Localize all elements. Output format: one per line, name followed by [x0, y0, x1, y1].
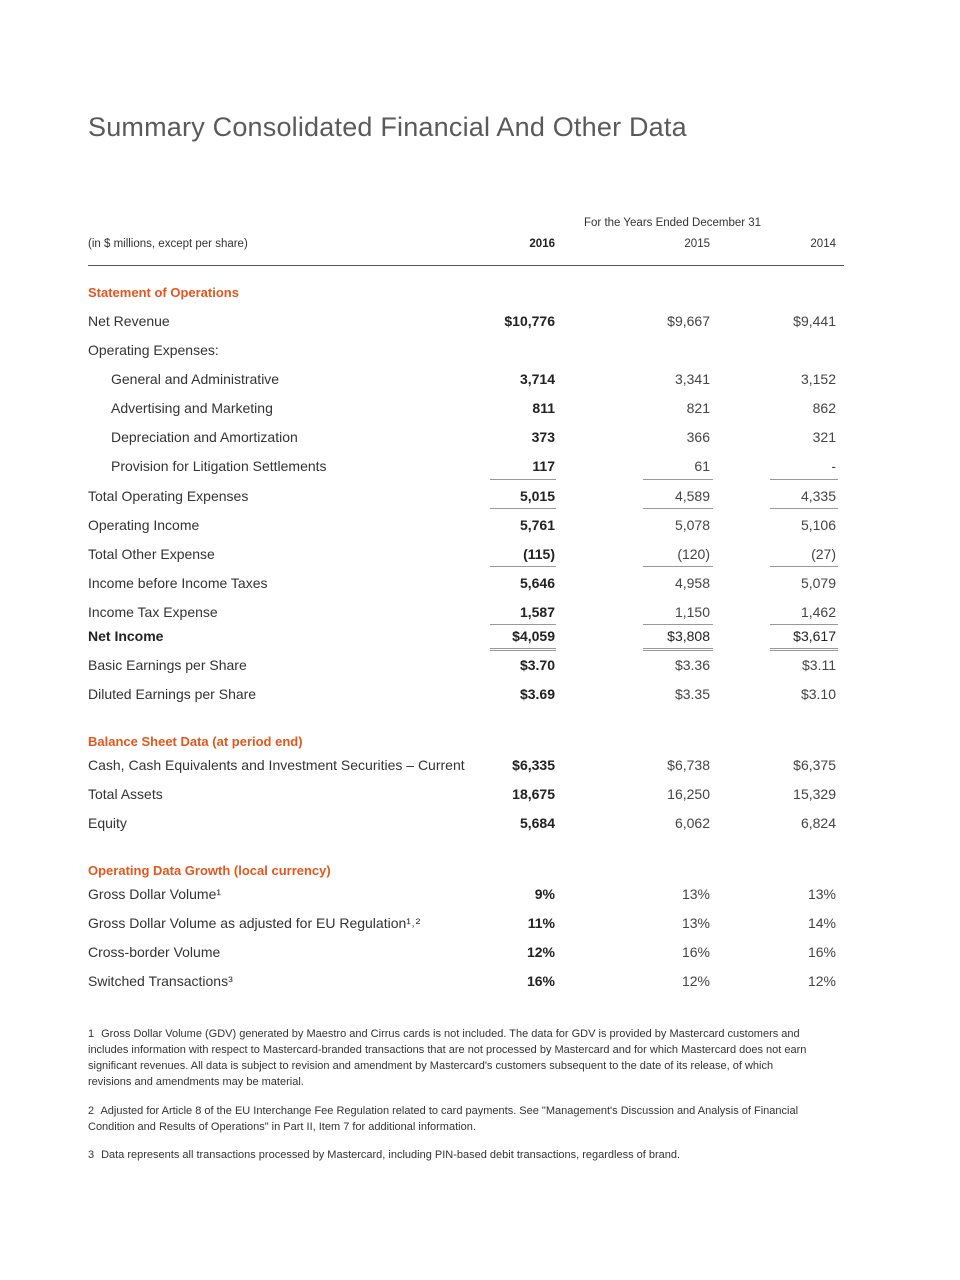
value-2014: 5,106: [800, 517, 836, 533]
row-advertising-marketing: [0, 400, 960, 420]
value-2016: $3.69: [519, 686, 555, 702]
year-header-2015: 2015: [684, 238, 710, 250]
value-2015: $6,738: [667, 757, 710, 773]
value-2014: 14%: [807, 915, 836, 931]
subtotal-rule: [643, 508, 713, 509]
row-label: Total Assets: [88, 786, 163, 802]
value-2014: 862: [812, 400, 836, 416]
total-double-rule: [490, 648, 556, 651]
value-2014: 12%: [807, 973, 836, 989]
value-2015: 16%: [681, 944, 710, 960]
row-income-tax-expense: [0, 604, 960, 624]
value-2016: 12%: [526, 944, 555, 960]
value-2015: 61: [694, 458, 710, 474]
row-label: Diluted Earnings per Share: [88, 686, 257, 702]
subtotal-rule: [770, 508, 838, 509]
row-label: Operating Income: [88, 517, 200, 533]
value-2016: 5,015: [519, 488, 555, 504]
footnote-3: [88, 1147, 818, 1163]
row-operating-expenses-label: [0, 342, 960, 362]
value-2014: 13%: [807, 886, 836, 902]
row-litigation: [0, 458, 960, 478]
value-2016: 5,646: [519, 575, 555, 591]
value-2016: 1,587: [519, 604, 555, 620]
subtotal-rule: [490, 508, 556, 509]
row-label: Depreciation and Amortization: [111, 429, 298, 445]
value-2015: $9,667: [667, 313, 710, 329]
value-2016: 811: [532, 400, 555, 416]
subtotal-rule: [643, 624, 713, 625]
row-income-before-taxes: [0, 575, 960, 595]
value-2015: $3.35: [674, 686, 710, 702]
value-2014: 321: [812, 429, 836, 445]
value-2016: 373: [531, 429, 555, 445]
value-2015: 3,341: [674, 371, 710, 387]
row-cash-equivalents: [0, 757, 960, 777]
row-label: General and Administrative: [111, 371, 280, 387]
subtotal-rule: [490, 566, 556, 567]
value-2015: $3.36: [674, 657, 710, 673]
value-2015: $3,808: [667, 628, 710, 644]
value-2015: 5,078: [674, 517, 710, 533]
total-double-rule: [643, 648, 713, 651]
value-2016: 117: [532, 458, 555, 474]
subtotal-rule: [490, 479, 556, 480]
value-2016: $4,059: [512, 628, 555, 644]
year-header-2016: 2016: [529, 238, 555, 250]
value-2014: 16%: [807, 944, 836, 960]
row-equity: [0, 815, 960, 835]
value-2014: $3.10: [800, 686, 836, 702]
period-header: For the Years Ended December 31: [584, 217, 762, 229]
total-double-rule: [770, 648, 838, 651]
footnote-number: 2: [88, 1105, 95, 1117]
row-diluted-eps: [0, 686, 960, 706]
row-switched-transactions: [0, 973, 960, 993]
value-2015: 16,250: [667, 786, 710, 802]
row-net-income: [0, 628, 960, 648]
row-total-other-expense: [0, 546, 960, 566]
value-2015: 366: [686, 429, 710, 445]
row-label: Cash, Cash Equivalents and Investment Securities – Current: [88, 757, 465, 773]
row-total-operating-expenses: [0, 488, 960, 508]
value-2014: $6,375: [793, 757, 836, 773]
value-2015: 4,589: [674, 488, 710, 504]
row-label: Gross Dollar Volume as adjusted for EU Regulation¹˒²: [88, 915, 421, 931]
row-label: Income before Income Taxes: [88, 575, 268, 591]
value-2016: $3.70: [519, 657, 555, 673]
value-2015: 6,062: [674, 815, 710, 831]
value-2014: $9,441: [793, 313, 836, 329]
row-general-admin: [0, 371, 960, 391]
value-2014: 3,152: [800, 371, 836, 387]
footnote-1: [88, 1026, 818, 1090]
section-heading-operations: Statement of Operations: [88, 285, 239, 300]
value-2016: (115): [523, 546, 555, 562]
year-header-2014: 2014: [810, 238, 836, 250]
row-basic-eps: [0, 657, 960, 677]
value-2016: 3,714: [519, 371, 555, 387]
value-2016: 11%: [527, 915, 555, 931]
row-total-assets: [0, 786, 960, 806]
value-2016: $10,776: [504, 313, 555, 329]
subtotal-rule: [643, 566, 713, 567]
row-label: Net Revenue: [88, 313, 170, 329]
value-2014: -: [831, 458, 836, 474]
row-label: Equity: [88, 815, 127, 831]
units-header: (in $ millions, except per share): [88, 238, 248, 250]
row-label: Advertising and Marketing: [111, 400, 273, 416]
subtotal-rule: [770, 624, 838, 625]
footnote-number: 3: [88, 1149, 95, 1161]
value-2016: 5,684: [519, 815, 555, 831]
row-gdv-adjusted: [0, 915, 960, 935]
section-heading-balance-sheet: Balance Sheet Data (at period end): [88, 734, 303, 749]
row-gross-dollar-volume: [0, 886, 960, 906]
row-operating-income: [0, 517, 960, 537]
value-2015: 12%: [681, 973, 710, 989]
row-net-revenue: [0, 313, 960, 333]
section-heading-operating-growth: Operating Data Growth (local currency): [88, 863, 331, 878]
row-label: Total Operating Expenses: [88, 488, 249, 504]
footnote-text: Gross Dollar Volume (GDV) generated by Maestro and Cirrus cards is not included. The data for GDV is provided by Mastercard customers and includes information with respect to Mastercard-branded transactions that are not processed by Mastercard and for which Mastercard does not earn significant revenues. All data is subject to revision and amendment by Mastercard's customers subsequent to the date of its release, of which revisions and amendments may be material.: [88, 1028, 807, 1088]
footnote-2: [88, 1103, 818, 1135]
value-2014: 15,329: [793, 786, 836, 802]
row-label: Operating Expenses:: [88, 342, 219, 358]
value-2014: 5,079: [800, 575, 836, 591]
row-label: Basic Earnings per Share: [88, 657, 247, 673]
value-2015: 13%: [681, 886, 710, 902]
subtotal-rule: [643, 479, 713, 480]
value-2014: $3,617: [793, 628, 836, 644]
value-2015: 1,150: [674, 604, 710, 620]
row-label: Income Tax Expense: [88, 604, 218, 620]
value-2016: 16%: [526, 973, 555, 989]
row-label: Switched Transactions³: [88, 973, 233, 989]
value-2016: 18,675: [512, 786, 555, 802]
row-label: Gross Dollar Volume¹: [88, 886, 222, 902]
footnote-number: 1: [88, 1028, 95, 1040]
value-2014: $3.11: [802, 657, 836, 673]
value-2016: 5,761: [519, 517, 555, 533]
subtotal-rule: [770, 479, 838, 480]
subtotal-rule: [770, 566, 838, 567]
row-label: Cross-border Volume: [88, 944, 221, 960]
value-2014: 6,824: [800, 815, 836, 831]
footnote-text: Adjusted for Article 8 of the EU Interchange Fee Regulation related to card payments. See "Management's Discussion and Analysis of Financial Condition and Results of Operations" in Part II, Item 7 for additional information.: [88, 1105, 799, 1133]
value-2016: 9%: [534, 886, 555, 902]
row-label: Total Other Expense: [88, 546, 215, 562]
value-2014: 1,462: [800, 604, 836, 620]
row-cross-border-volume: [0, 944, 960, 964]
value-2016: $6,335: [512, 757, 555, 773]
header-divider: [88, 265, 844, 266]
subtotal-rule: [490, 624, 556, 625]
value-2015: 821: [686, 400, 710, 416]
value-2014: 4,335: [800, 488, 836, 504]
value-2015: (120): [677, 546, 710, 562]
footnote-text: Data represents all transactions processed by Mastercard, including PIN-based debit transactions, regardless of brand.: [101, 1149, 681, 1161]
value-2015: 13%: [681, 915, 710, 931]
value-2014: (27): [811, 546, 836, 562]
row-depreciation: [0, 429, 960, 449]
row-label: Net Income: [88, 628, 164, 644]
value-2015: 4,958: [674, 575, 710, 591]
page-title: Summary Consolidated Financial And Other Data: [88, 112, 687, 142]
row-label: Provision for Litigation Settlements: [111, 458, 327, 474]
